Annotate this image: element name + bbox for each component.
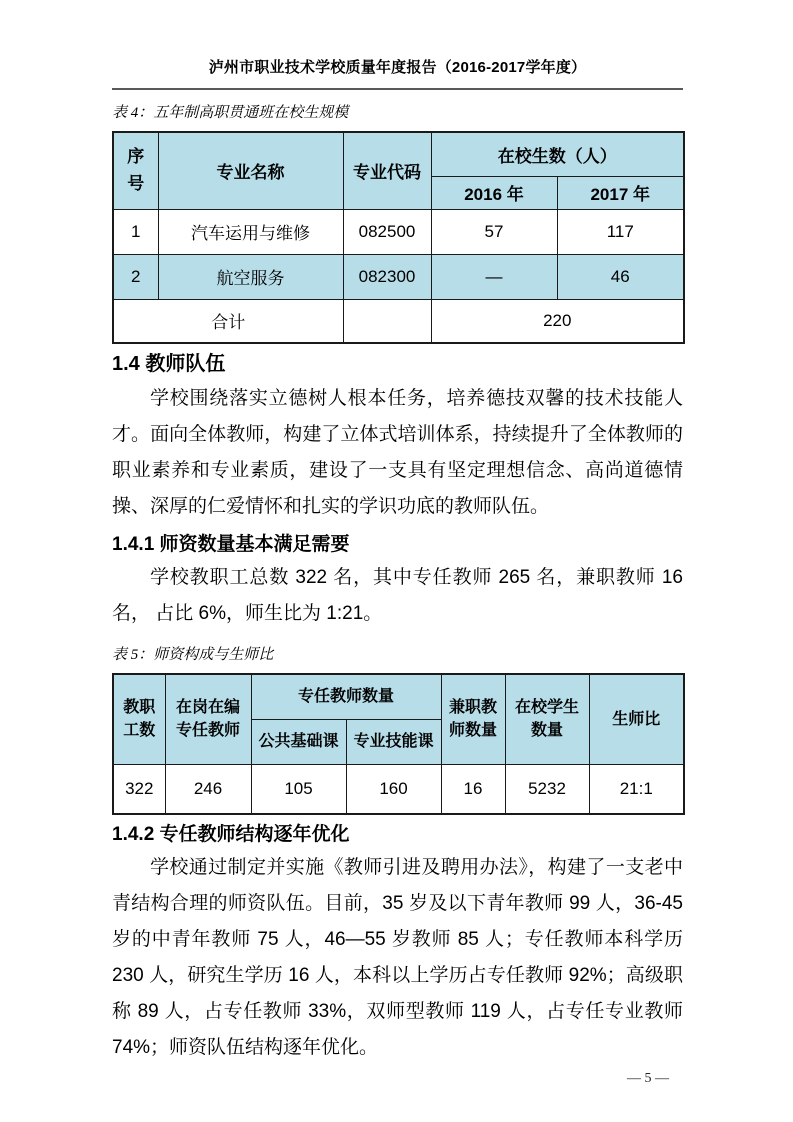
table4-header-students-group: 在校生数（人） — [431, 132, 684, 176]
table-row — [113, 209, 684, 254]
table5-cell-ratio: 21:1 — [589, 764, 684, 814]
table5-header-parttime: 兼职教师数量 — [441, 674, 505, 764]
table4-total-value: 220 — [431, 299, 684, 343]
section-heading-1-4-1: 1.4.1 师资数量基本满足需要 — [112, 534, 350, 555]
section-paragraph-1-4: 学校围绕落实立德树人根本任务，培养德技双馨的技术技能人才。面向全体教师，构建了立体式培训体系，持续提升了全体教师的职业素养和专业素质，建设了一支具有坚定理想信念、高尚道德情操、深厚的仁爱情怀和扎实的学识功底的教师队伍。 — [112, 388, 683, 517]
section-paragraph-1-4-1: 学校教职工总数 322 名，其中专任教师 265 名，兼职教师 16 名， 占比 6%，师生比为 1:21。 — [112, 567, 683, 624]
table4-cell-code: 082500 — [343, 209, 431, 254]
section-paragraph-1-4-2: 学校通过制定并实施《教师引进及聘用办法》，构建了一支老中青结构合理的师资队伍。目前，35 岁及以下青年教师 99 人，36-45 岁的中青年教师 75 人，46—55 岁教师 85 人；专任教师本科学历 230 人，研究生学历 16 人，本科以上学历占专任教师 92%；高级职称 89 人，占专任教师 33%，双师型教师 119 人，占专任专业教师 74%；师资队伍结构逐年优化。 — [112, 857, 683, 1058]
table5-header-fulltime-group: 专任教师数量 — [251, 674, 441, 719]
page-number: — 5 — — [627, 1071, 669, 1086]
table4-cell-major: 汽车运用与维修 — [158, 209, 343, 254]
table5-header-staff-total: 教职工数 — [113, 674, 165, 764]
report-title: 泸州市职业技术学校质量年度报告（2016-2017学年度） — [208, 59, 587, 76]
table4-cell-2017: 117 — [557, 209, 684, 254]
table4-header-major: 专业名称 — [158, 132, 343, 209]
table5-header-public-basic: 公共基础课 — [251, 719, 346, 764]
table-row — [113, 254, 684, 299]
table4-cell-index: 2 — [113, 254, 158, 299]
table-faculty-composition — [112, 673, 685, 815]
table4-header-2016: 2016 年 — [431, 176, 557, 209]
table5-cell-public-basic: 105 — [251, 764, 346, 814]
table5-caption: 表 5：师资构成与生师比 — [112, 647, 274, 663]
table5-cell-students: 5232 — [505, 764, 589, 814]
section-heading-1-4: 1.4 教师队伍 — [112, 353, 226, 375]
table5-cell-parttime: 16 — [441, 764, 505, 814]
table5-header-row-1 — [113, 674, 684, 719]
table4-cell-index: 1 — [113, 209, 158, 254]
table4-caption: 表 4：五年制高职贯通班在校生规模 — [112, 105, 349, 121]
table4-header-index-label: 序号 — [127, 147, 145, 193]
table-five-year-enrollment — [112, 131, 685, 344]
table5-header-ratio: 生师比 — [589, 674, 684, 764]
table5-header-students: 在校学生数量 — [505, 674, 589, 764]
table4-header-row-1 — [113, 132, 684, 176]
table4-cell-major: 航空服务 — [158, 254, 343, 299]
table4-total-row — [113, 299, 684, 343]
table5-header-regular-fulltime: 在岗在编专任教师 — [165, 674, 251, 764]
table5-header-professional-skill: 专业技能课 — [346, 719, 441, 764]
table4-cell-code: 082300 — [343, 254, 431, 299]
table4-cell-2017: 46 — [557, 254, 684, 299]
section-heading-1-4-2: 1.4.2 专任教师结构逐年优化 — [112, 824, 350, 845]
table4-header-2017: 2017 年 — [557, 176, 684, 209]
table5-cell-staff-total: 322 — [113, 764, 165, 814]
table5-cell-professional-skill: 160 — [346, 764, 441, 814]
table-row — [113, 764, 684, 814]
table4-cell-2016: — — [431, 254, 557, 299]
table4-total-code-empty — [343, 299, 431, 343]
table4-cell-2016: 57 — [431, 209, 557, 254]
table4-total-label: 合计 — [113, 299, 343, 343]
table4-header-index — [113, 132, 158, 209]
table5-cell-regular-fulltime: 246 — [165, 764, 251, 814]
table4-header-code: 专业代码 — [343, 132, 431, 209]
page-header — [112, 58, 683, 90]
